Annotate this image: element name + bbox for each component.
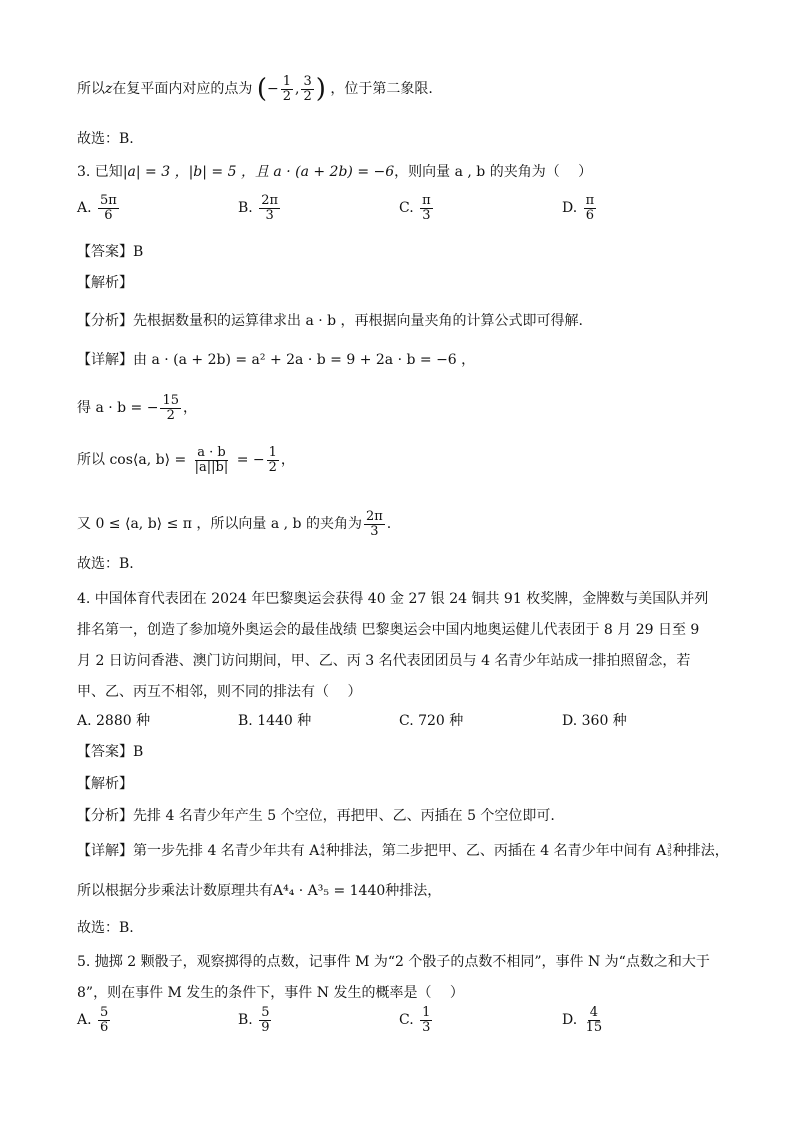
- frac-three-half: $\frac{3}{2}$: [303, 73, 312, 104]
- select-answer-prev: 故选：B.: [77, 131, 134, 147]
- question-5: 5. 抛掷 2 颗骰子，观察掷得的点数，记事件 M 为“2 个骰子的点数不相同”，事件 N 为“点数之和大于 8”，则在事件 M 发生的条件下，事件 N 发生的概率是（ ）: [77, 954, 710, 1001]
- q3-condition: |a| = 3 ，|b| = 5 ，且 a · (a + 2b) = −6: [122, 164, 395, 180]
- q4-detail-2: 所以根据分步乘法计数原理共有A⁴₄ · A³₅ = 1440种排法，: [77, 883, 442, 899]
- q4-option-c: C. 720 种: [399, 713, 464, 729]
- q4-detail-1: 【详解】第一步先排 4 名青少年共有 A 4 4 种排法，第二步把甲、乙、丙插在 4 名青少年中间有 A 3 5 种排法，: [77, 843, 729, 859]
- q3-option-d: D. $\frac{\pi}{6}$: [562, 193, 595, 223]
- q5-option-d: D. $\frac{4}{15}$: [562, 1005, 603, 1035]
- q3-detail-3: 所以 cos⟨a, b⟩ = $\frac{a \cdot b}{|a||b|}$ = − $\frac{1}{2}$ ，: [77, 445, 295, 475]
- q3-analysis: 【分析】先根据数量积的运算律求出 a · b ，再根据向量夹角的计算公式即可得解.: [77, 313, 584, 329]
- q3-detail-1: 【详解】由 a · (a + 2b) = a² + 2a · b = 9 + 2a · b = −6 ，: [77, 352, 476, 368]
- paren-close: ): [315, 74, 326, 104]
- q4-analysis-heading: 【解析】: [77, 776, 133, 792]
- q3-analysis-heading: 【解析】: [77, 275, 133, 291]
- q5-option-b: B. $\frac{5}{9}$: [238, 1005, 270, 1035]
- q3-option-c: C. $\frac{\pi}{3}$: [399, 193, 431, 223]
- q3-detail-2: 得 a · b = − $\frac{15}{2}$ ，: [77, 393, 198, 423]
- q4-option-d: D. 360 种: [562, 713, 627, 729]
- q5-option-a: A. $\frac{5}{6}$: [77, 1005, 109, 1035]
- q4-option-a: A. 2880 种: [77, 713, 151, 729]
- frac-neg-half: $\frac{1}{2}$: [282, 73, 292, 104]
- q5-option-c: C. $\frac{1}{3}$: [399, 1005, 431, 1035]
- q4-analysis: 【分析】先排 4 名青少年产生 5 个空位，再把甲、乙、丙插在 5 个空位即可.: [77, 808, 555, 824]
- text-mid: 在复平面内对应的点为: [112, 81, 253, 97]
- q3-option-b: B. $\frac{2\pi}{3}$: [238, 193, 279, 223]
- var-z: z: [105, 81, 113, 97]
- q3-detail-4: 又 0 ≤ ⟨a, b⟩ ≤ π ，所以向量 a , b 的夹角为 $\frac{2\pi}{3}$ .: [77, 509, 392, 539]
- q4-select: 故选：B.: [77, 920, 134, 936]
- question-4: 4. 中国体育代表团在 2024 年巴黎奥运会获得 40 金 27 银 24 铜共 91 枚奖牌，金牌数与美国队并列排名第一，创造了参加境外奥运会的最佳战绩 巴黎奥运会中国内地奥运健儿代表团于 8 月 29 日至 9 月 2 日访问香港、澳门访问期间，甲、乙、丙 3 名代表团团员与 4 名青少年站成一排拍照留念，若甲、乙、丙互不相邻，则不同的排法有（ ）: [77, 591, 709, 700]
- text-post: ，位于第二象限.: [330, 81, 433, 97]
- question-3: 3. 已知|a| = 3 ，|b| = 5 ，且 a · (a + 2b) = −6，则向量 a , b 的夹角为（ ）: [77, 164, 593, 180]
- q3-answer: 【答案】B: [77, 244, 144, 260]
- q3-option-a: A. $\frac{5\pi}{6}$: [77, 193, 117, 223]
- q3-select: 故选：B.: [77, 556, 134, 572]
- paren-open: (: [256, 74, 267, 104]
- q4-answer: 【答案】B: [77, 744, 144, 760]
- text-prefix: 所以: [77, 81, 105, 97]
- line-complex-point: 所以z在复平面内对应的点为 (− $\frac{1}{2}$ , $\frac{3}{2}$ ) ，位于第二象限.: [77, 73, 433, 104]
- q4-option-b: B. 1440 种: [238, 713, 312, 729]
